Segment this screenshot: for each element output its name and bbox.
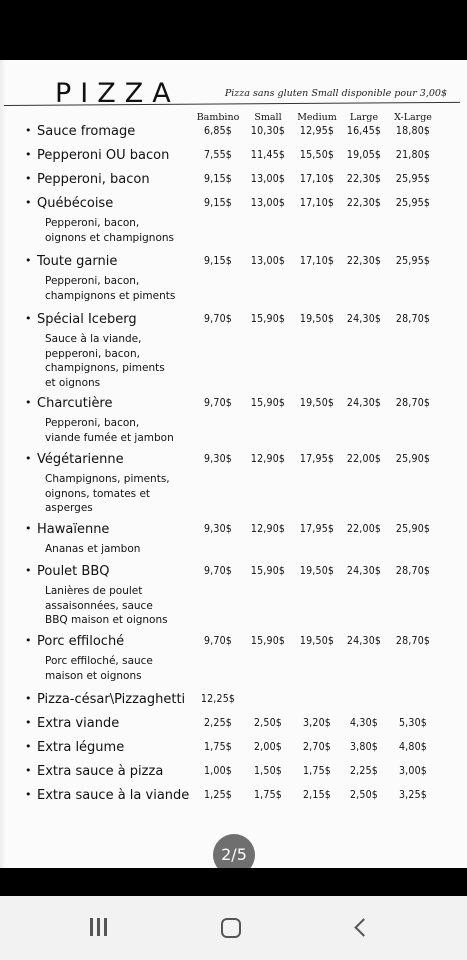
menu-item-price: 1,75$ <box>253 789 283 801</box>
bottom-spacer-bar <box>0 868 467 896</box>
menu-item-price: 28,70$ <box>395 397 431 409</box>
menu-item-price: 9,70$ <box>203 313 233 325</box>
menu-item-price: 2,25$ <box>203 717 233 729</box>
menu-item-name: • Extra sauce à la viande <box>37 788 189 803</box>
menu-item-price: 17,10$ <box>299 197 335 209</box>
menu-item-price: 9,70$ <box>203 397 233 409</box>
menu-item-price: 10,30$ <box>250 125 286 137</box>
size-header-x-large: X-Large <box>394 112 432 123</box>
size-header-small: Small <box>254 112 282 123</box>
gluten-free-note: Pizza sans gluten Small disponible pour 3,00$ <box>224 88 447 99</box>
page-title: PIZZA <box>55 78 180 109</box>
menu-item-price: 9,30$ <box>203 453 233 465</box>
menu-item-price: 25,95$ <box>395 197 431 209</box>
menu-item-price: 22,30$ <box>346 197 382 209</box>
menu-item-price: 1,50$ <box>253 765 283 777</box>
menu-item-name: • Sauce fromage <box>37 124 135 139</box>
menu-item-price: 22,00$ <box>346 523 382 535</box>
menu-item-name: • Charcutière <box>37 396 113 411</box>
menu-item-price: 17,10$ <box>299 173 335 185</box>
menu-item-price: 17,95$ <box>299 523 335 535</box>
menu-item-price: 17,95$ <box>299 453 335 465</box>
menu-item-price: 28,70$ <box>395 565 431 577</box>
menu-item-price: 12,90$ <box>250 523 286 535</box>
back-icon[interactable] <box>343 916 383 940</box>
menu-item-price: 22,00$ <box>346 453 382 465</box>
menu-item-price: 5,30$ <box>398 717 428 729</box>
menu-item-name: • Porc effiloché <box>37 634 124 649</box>
menu-item-price: 9,70$ <box>203 635 233 647</box>
menu-item-description: Pepperoni, bacon, champignons et piments <box>45 275 176 302</box>
menu-item-price: 2,15$ <box>302 789 332 801</box>
menu-item-price: 9,15$ <box>203 197 233 209</box>
size-header-large: Large <box>349 112 379 123</box>
menu-item-price: 16,45$ <box>346 125 382 137</box>
menu-item-name: • Spécial Iceberg <box>37 312 137 327</box>
menu-item-price: 19,50$ <box>299 565 335 577</box>
menu-item-price: 17,10$ <box>299 255 335 267</box>
menu-item-name: • Poulet BBQ <box>37 564 109 579</box>
menu-item-price: 24,30$ <box>346 635 382 647</box>
menu-item-price: 2,00$ <box>253 741 283 753</box>
menu-item-description: Porc effiloché, sauce maison et oignons <box>45 655 153 682</box>
menu-item-price: 28,70$ <box>395 313 431 325</box>
menu-item-price: 7,55$ <box>203 149 233 161</box>
menu-item-price: 22,30$ <box>346 173 382 185</box>
menu-item-price: 3,20$ <box>302 717 332 729</box>
menu-item-price: 2,50$ <box>253 717 283 729</box>
menu-item-name: • Extra légume <box>37 740 124 755</box>
menu-item-description: Ananas et jambon <box>45 543 141 555</box>
menu-item-description: Sauce à la viande, pepperoni, bacon, champignons, piments et oignons <box>45 333 165 389</box>
menu-item-price: 3,25$ <box>398 789 428 801</box>
menu-item-price: 24,30$ <box>346 313 382 325</box>
menu-item-price: 1,75$ <box>203 741 233 753</box>
menu-item-price: 25,95$ <box>395 173 431 185</box>
menu-item-price: 12,25$ <box>200 693 236 705</box>
menu-item-name: • Pepperoni OU bacon <box>37 148 169 163</box>
menu-item-price: 3,80$ <box>349 741 379 753</box>
menu-item-price: 19,05$ <box>346 149 382 161</box>
menu-item-price: 19,50$ <box>299 397 335 409</box>
menu-item-price: 3,00$ <box>398 765 428 777</box>
menu-item-name: • Pepperoni, bacon <box>37 172 150 187</box>
menu-item-price: 24,30$ <box>346 565 382 577</box>
menu-item-price: 15,90$ <box>250 313 286 325</box>
menu-item-price: 12,95$ <box>299 125 335 137</box>
menu-item-price: 24,30$ <box>346 397 382 409</box>
menu-item-price: 2,50$ <box>349 789 379 801</box>
menu-item-price: 15,50$ <box>299 149 335 161</box>
menu-item-name: • Végétarienne <box>37 452 124 467</box>
menu-item-price: 15,90$ <box>250 397 286 409</box>
size-header-medium: Medium <box>297 112 337 123</box>
menu-item-price: 28,70$ <box>395 635 431 647</box>
size-header-bambino: Bambino <box>196 112 240 123</box>
menu-item-name: • Toute garnie <box>37 254 117 269</box>
menu-item-name: • Hawaïenne <box>37 522 109 537</box>
recents-icon[interactable] <box>80 916 120 940</box>
menu-item-name: • Extra viande <box>37 716 119 731</box>
menu-item-name: • Québécoise <box>37 196 113 211</box>
menu-item-price: 18,80$ <box>395 125 431 137</box>
home-icon[interactable] <box>211 916 251 940</box>
menu-item-price: 2,70$ <box>302 741 332 753</box>
menu-item-price: 4,30$ <box>349 717 379 729</box>
menu-item-price: 2,25$ <box>349 765 379 777</box>
menu-item-price: 25,95$ <box>395 255 431 267</box>
menu-item-description: Pepperoni, bacon, oignons et champignons <box>45 217 175 244</box>
menu-item-description: Lanières de poulet assaisonnées, sauce BBQ maison et oignons <box>45 585 168 626</box>
menu-item-price: 9,70$ <box>203 565 233 577</box>
menu-item-price: 9,15$ <box>203 173 233 185</box>
menu-item-price: 15,90$ <box>250 565 286 577</box>
menu-item-price: 1,75$ <box>302 765 332 777</box>
menu-item-price: 1,00$ <box>203 765 233 777</box>
menu-page-image[interactable] <box>0 60 467 868</box>
top-status-bar <box>0 0 467 60</box>
menu-item-price: 15,90$ <box>250 635 286 647</box>
menu-item-price: 11,45$ <box>250 149 286 161</box>
system-navigation-bar <box>0 896 467 960</box>
menu-item-price: 19,50$ <box>299 313 335 325</box>
menu-item-price: 6,85$ <box>203 125 233 137</box>
menu-item-price: 13,00$ <box>250 255 286 267</box>
menu-item-price: 25,90$ <box>395 453 431 465</box>
menu-item-price: 13,00$ <box>250 173 286 185</box>
menu-item-price: 1,25$ <box>203 789 233 801</box>
page-indicator[interactable]: 2/5 <box>213 834 255 876</box>
menu-item-price: 22,30$ <box>346 255 382 267</box>
menu-item-description: Champignons, piments, oignons, tomates et asperges <box>45 473 170 514</box>
menu-item-description: Pepperoni, bacon, viande fumée et jambon <box>45 417 174 444</box>
menu-item-price: 9,15$ <box>203 255 233 267</box>
menu-item-price: 13,00$ <box>250 197 286 209</box>
menu-item-price: 21,80$ <box>395 149 431 161</box>
menu-item-price: 25,90$ <box>395 523 431 535</box>
menu-item-price: 19,50$ <box>299 635 335 647</box>
menu-item-price: 4,80$ <box>398 741 428 753</box>
menu-item-price: 12,90$ <box>250 453 286 465</box>
menu-item-name: • Extra sauce à pizza <box>37 764 163 779</box>
menu-item-price: 9,30$ <box>203 523 233 535</box>
menu-item-name: • Pizza-césar\Pizzaghetti <box>37 692 185 707</box>
